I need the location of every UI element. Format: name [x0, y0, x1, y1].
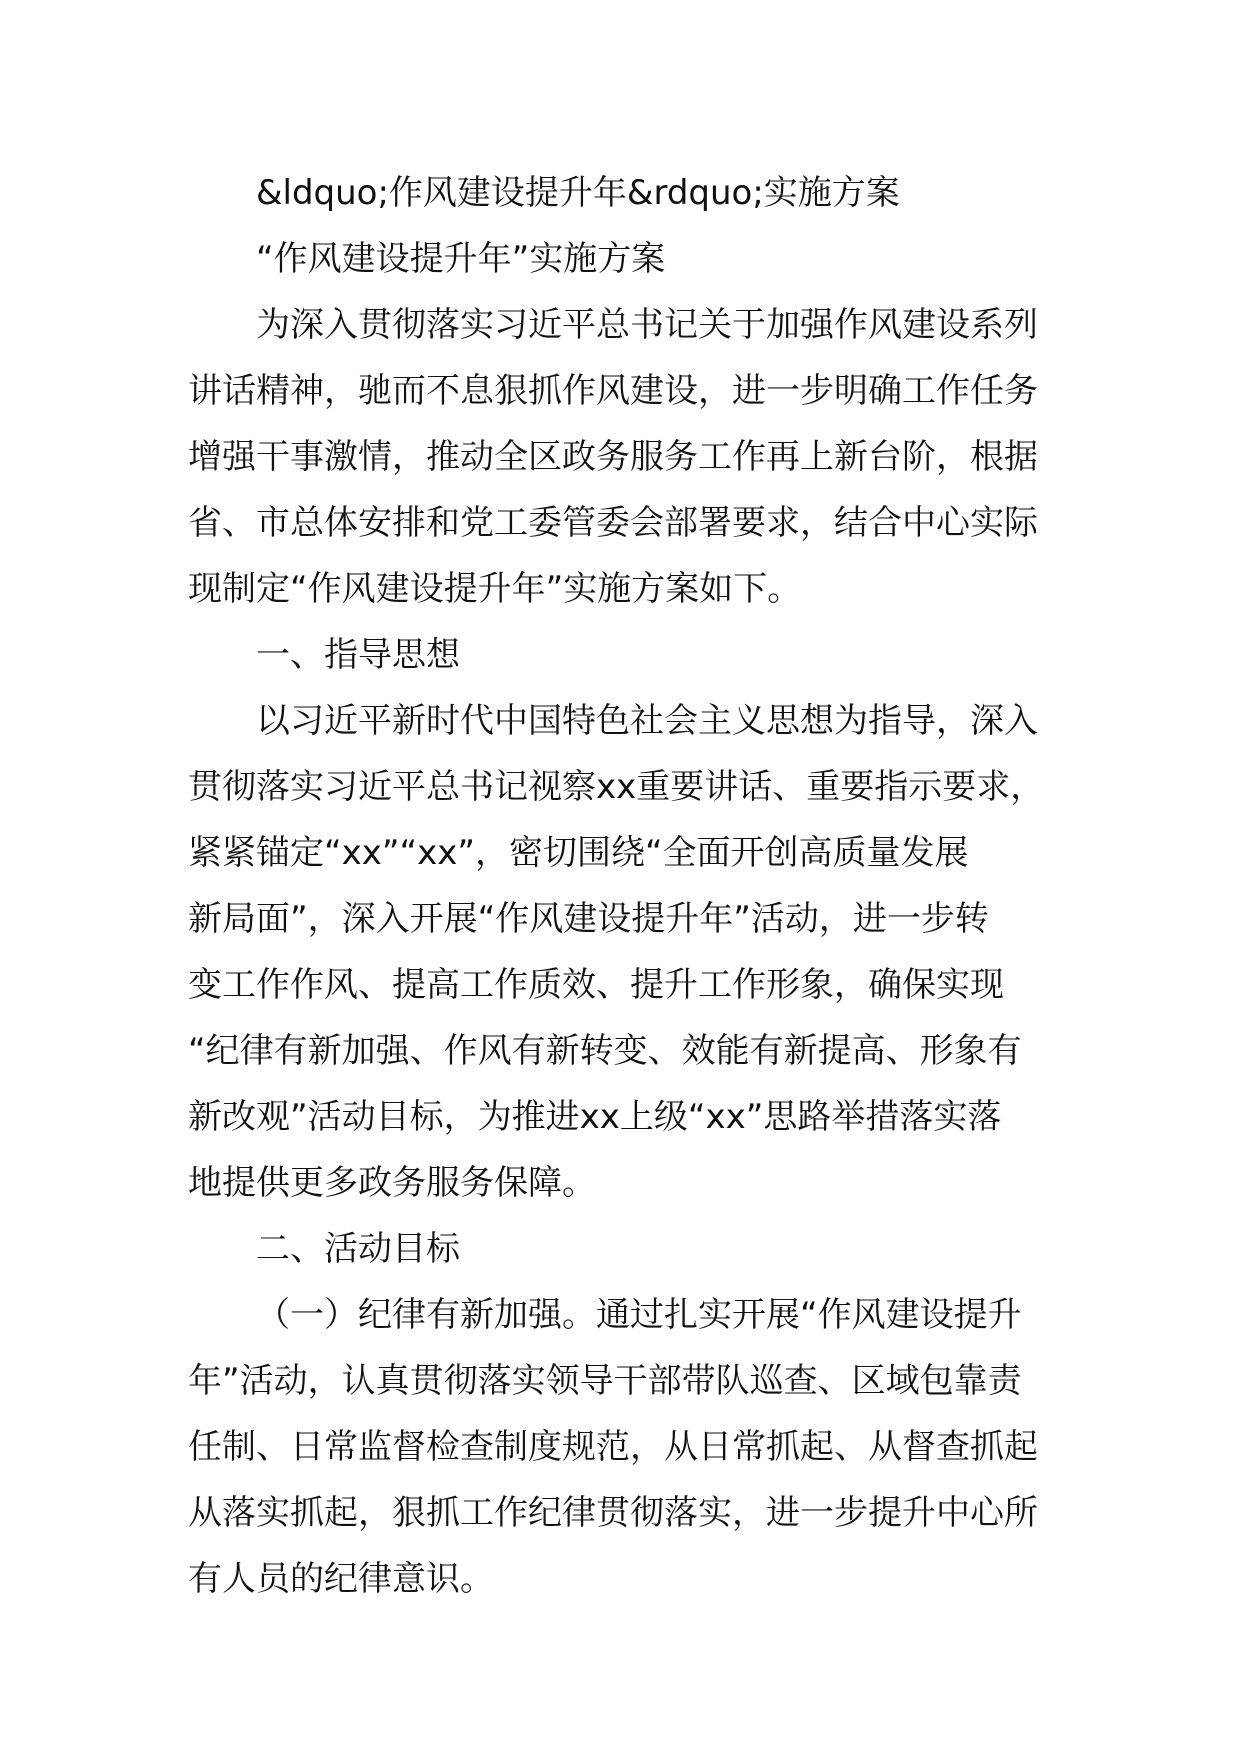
paragraph-line: 紧紧锚定“xx”“xx”，密切围绕“全面开创高质量发展 — [188, 833, 969, 873]
paragraph-line: 地提供更多政务服务保障。 — [188, 1163, 596, 1203]
section-heading: 二、活动目标 — [256, 1229, 460, 1269]
paragraph-line: 年”活动，认真贯彻落实领导干部带队巡查、区域包靠责 — [188, 1361, 1022, 1401]
paragraph-line: 有人员的纪律意识。 — [188, 1559, 494, 1599]
paragraph-line: “纪律有新加强、作风有新转变、效能有新提高、形象有 — [188, 1031, 1022, 1071]
paragraph-line: 现制定“作风建设提升年”实施方案如下。 — [188, 569, 802, 609]
paragraph-line: 变工作作风、提高工作质效、提升工作形象，确保实现 — [188, 965, 1004, 1005]
section-heading: 一、指导思想 — [256, 635, 460, 675]
paragraph-line: 任制、日常监督检查制度规范，从日常抓起、从督查抓起 — [188, 1427, 1038, 1467]
paragraph-line: 以习近平新时代中国特色社会主义思想为指导，深入 — [256, 701, 1038, 741]
paragraph-line: （一）纪律有新加强。通过扎实开展“作风建设提升 — [256, 1295, 1022, 1335]
paragraph-line: 增强干事激情，推动全区政务服务工作再上新台阶，根据 — [188, 437, 1038, 477]
document-page — [188, 160, 1058, 1612]
paragraph-line: 新局面”，深入开展“作风建设提升年”活动，进一步转 — [188, 899, 989, 939]
paragraph-line: 贯彻落实习近平总书记视察xx重要讲话、重要指示要求， — [188, 767, 1045, 807]
paragraph-line: 为深入贯彻落实习近平总书记关于加强作风建设系列 — [256, 305, 1038, 345]
paragraph-line: 省、市总体安排和党工委管委会部署要求，结合中心实际 — [188, 503, 1038, 543]
document-title: “作风建设提升年”实施方案 — [256, 239, 666, 279]
paragraph-line: 讲话精神，驰而不息狠抓作风建设，进一步明确工作任务 — [188, 371, 1038, 411]
paragraph-line: 新改观”活动目标，为推进xx上级“xx”思路举措落实落 — [188, 1097, 1002, 1137]
raw-title-line: &ldquo;作风建设提升年&rdquo;实施方案 — [256, 173, 900, 213]
paragraph-line: 从落实抓起，狠抓工作纪律贯彻落实，进一步提升中心所 — [188, 1493, 1038, 1533]
